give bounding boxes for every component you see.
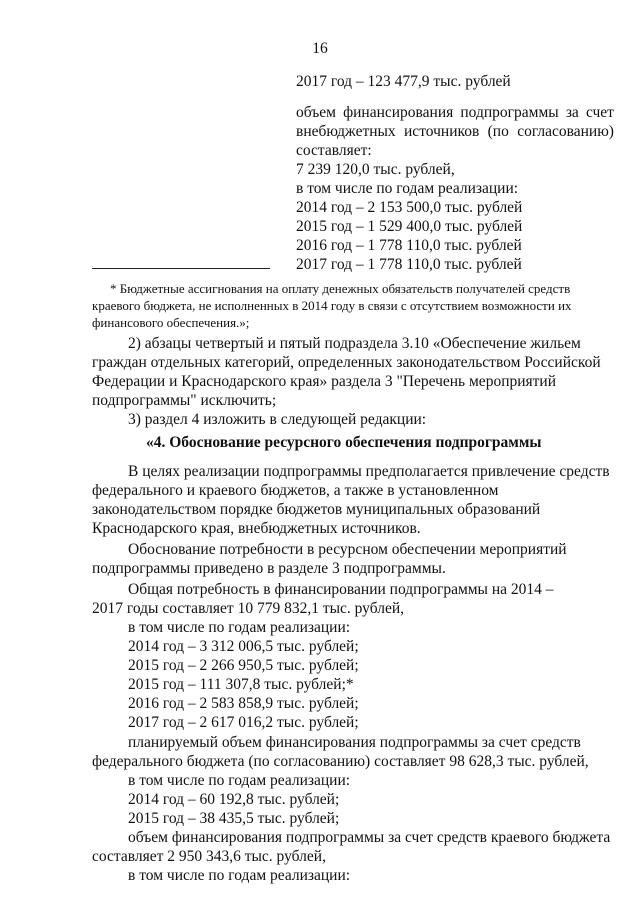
para-5-line-2: составляет 2 950 343,6 тыс. рублей, xyxy=(92,848,326,865)
footnote-line-1: * Бюджетные ассигнования на оплату денежных обязательств получателей средств xyxy=(110,281,571,296)
offbudget-para-line-2 xyxy=(296,122,614,141)
item-2-line-4: подпрограммы" исключить; xyxy=(92,392,277,409)
total-2015-extra: 2015 год – 111 307,8 тыс. рублей;* xyxy=(128,676,354,693)
para-4-by-years: в том числе по годам реализации: xyxy=(128,772,351,789)
word: подпрограммы xyxy=(460,104,559,121)
item-2-line-3: Федерации и Краснодарского края» раздела 3 "Перечень мероприятий xyxy=(92,373,557,390)
word: счет xyxy=(585,104,614,121)
word: источников xyxy=(404,123,480,140)
para-3-line-2: 2017 годы составляет 10 779 832,1 тыс. рублей, xyxy=(92,600,405,617)
federal-2014: 2014 год – 60 192,8 тыс. рублей; xyxy=(128,791,340,808)
para-5-line-1: объем финансирования подпрограммы за счет средств краевого бюджета xyxy=(128,829,611,846)
footnote-line-3: финансового обеспечения.»; xyxy=(92,315,250,330)
item-3: 3) раздел 4 изложить в следующей редакции: xyxy=(128,411,427,428)
para-3-by-years: в том числе по годам реализации: xyxy=(128,619,351,636)
para-4-line-2: федерального бюджета (по согласованию) составляет 98 628,3 тыс. рублей, xyxy=(92,753,589,770)
para-1-line-4: Краснодарского края, внебюджетных источников. xyxy=(92,520,421,537)
item-2-line-1: 2) абзацы четвертый и пятый подраздела 3.10 «Обеспечение жильем xyxy=(128,335,581,352)
total-2015: 2015 год – 2 266 950,5 тыс. рублей; xyxy=(128,657,359,674)
section-heading: «4. Обоснование ресурсного обеспечения подпрограммы xyxy=(146,434,542,451)
para-4-line-1: планируемый объем финансирования подпрограммы за счет средств xyxy=(128,734,581,751)
total-2017: 2017 год – 2 617 016,2 тыс. рублей; xyxy=(128,714,359,731)
para-1-line-3: законодательством порядке бюджетов муниципальных образований xyxy=(92,501,541,518)
offbudget-total: 7 239 120,0 тыс. рублей, xyxy=(296,161,455,178)
year-2017-line: 2017 год – 123 477,9 тыс. рублей xyxy=(296,73,511,90)
offbudget-2014: 2014 год – 2 153 500,0 тыс. рублей xyxy=(296,199,523,216)
by-years-label: в том числе по годам реализации: xyxy=(296,180,519,197)
word: (по xyxy=(487,123,509,140)
para-5-by-years: в том числе по годам реализации: xyxy=(128,867,351,884)
offbudget-para-line-3: составляет: xyxy=(296,142,372,159)
total-2014: 2014 год – 3 312 006,5 тыс. рублей; xyxy=(128,638,359,655)
offbudget-2016: 2016 год – 1 778 110,0 тыс. рублей xyxy=(296,237,522,254)
page-number: 16 xyxy=(312,40,328,57)
word: за xyxy=(565,104,579,121)
offbudget-2015: 2015 год – 1 529 400,0 тыс. рублей xyxy=(296,218,523,235)
item-2-line-2: граждан отдельных категорий, определенных законодательством Российской xyxy=(92,354,601,371)
footnote-line-2: краевого бюджета, не исполненных в 2014 году в связи с отсутствием возможности их xyxy=(92,298,572,313)
para-1-line-1: В целях реализации подпрограммы предполагается привлечение средств xyxy=(128,463,610,480)
para-2-line-2: подпрограммы приведено в разделе 3 подпрограммы. xyxy=(92,560,446,577)
para-2-line-1: Обоснование потребности в ресурсном обеспечении мероприятий xyxy=(128,541,567,558)
offbudget-2017: 2017 год – 1 778 110,0 тыс. рублей xyxy=(296,256,522,273)
word: объем xyxy=(296,104,336,121)
footnote-divider xyxy=(92,268,270,269)
offbudget-para-line xyxy=(296,103,614,122)
para-1-line-2: федерального и краевого бюджетов, а также в установленном xyxy=(92,482,499,499)
word: финансирования xyxy=(343,104,454,121)
word: согласованию) xyxy=(517,123,614,140)
total-2016: 2016 год – 2 583 858,9 тыс. рублей; xyxy=(128,695,359,712)
federal-2015: 2015 год – 38 435,5 тыс. рублей; xyxy=(128,810,340,827)
word: внебюджетных xyxy=(296,123,396,140)
para-3-line-1: Общая потребность в финансировании подпрограммы на 2014 – xyxy=(128,581,554,598)
